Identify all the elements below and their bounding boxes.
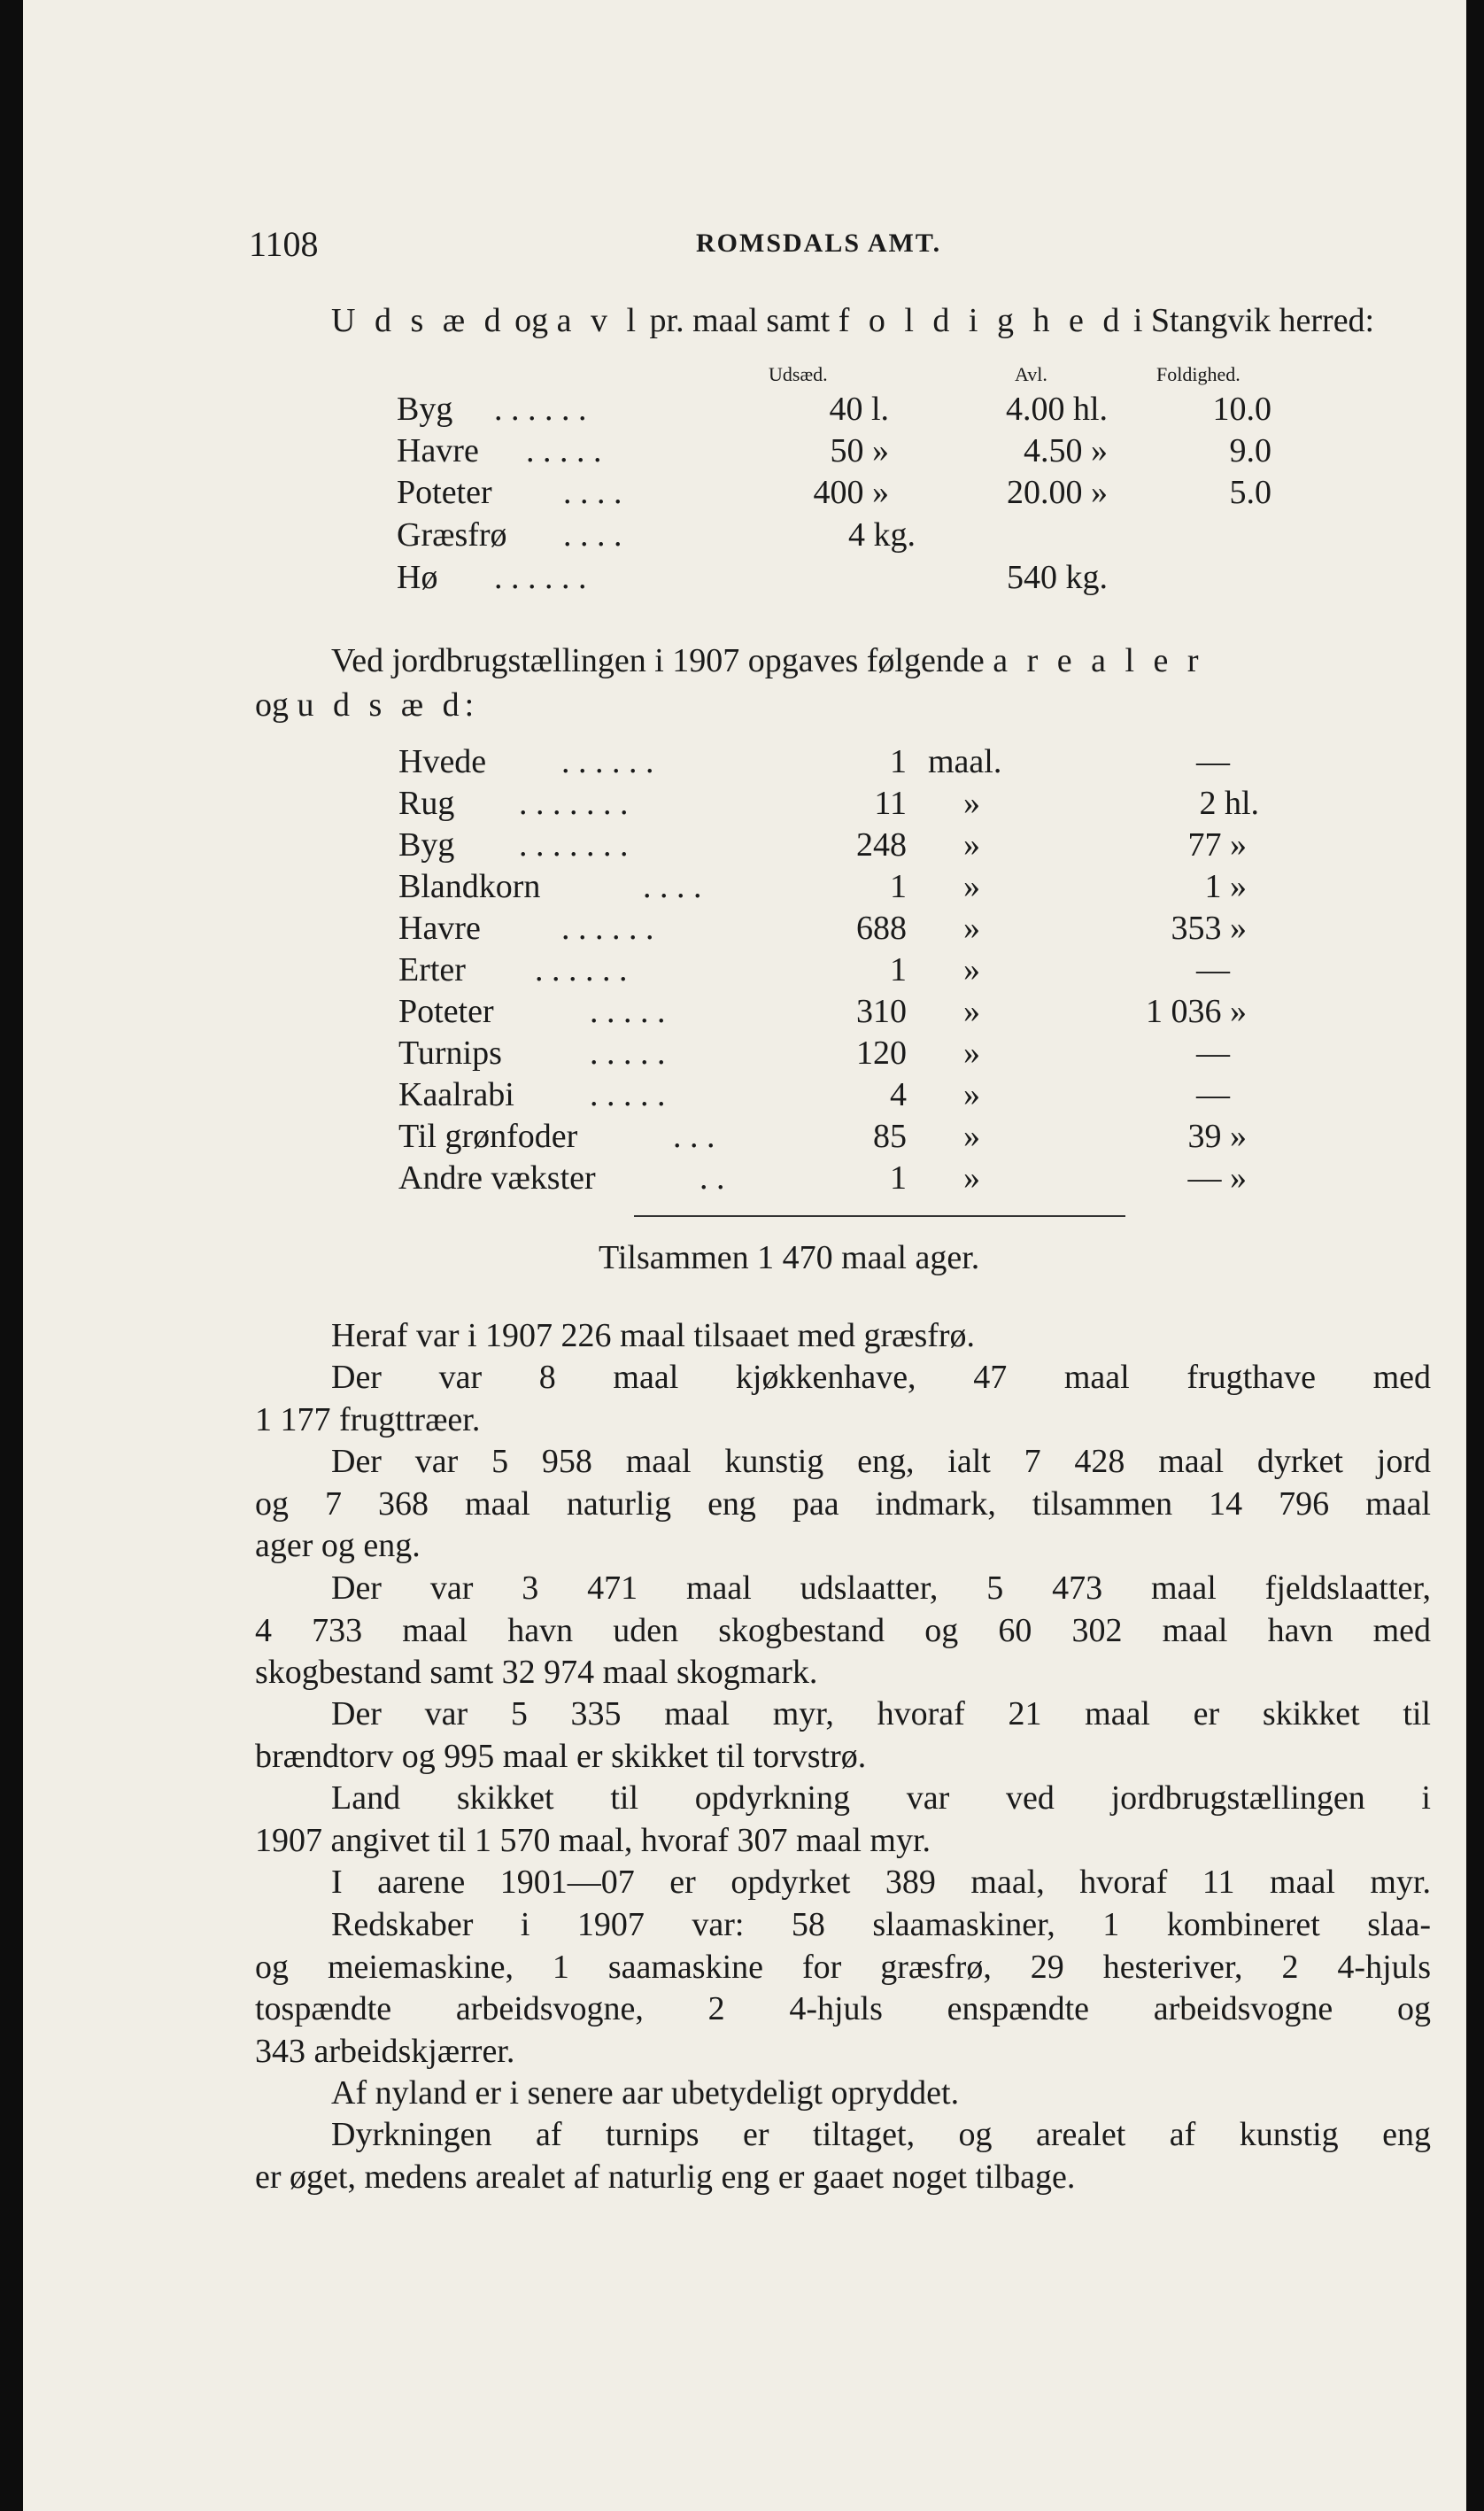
title-mid2: pr. maal samt [641,302,839,339]
seed-value: 2 hl. [1199,785,1259,822]
leader-dots: . . . . . [590,1035,666,1072]
crop-name: Poteter [398,993,494,1030]
text-line: 4 733 maal havn uden skogbestand og 60 302 maal havn med [255,1611,1431,1649]
text-line: Redskaber i 1907 var: 58 slaamaskiner, 1 kombineret slaa- [331,1906,1431,1943]
text-line: Der var 5 335 maal myr, hvoraf 21 maal er skikket til [331,1695,1431,1732]
leader-dots: . . . . . . [494,391,587,428]
seed-value: 4 kg. [848,516,916,554]
title-end: i Stangvik herred: [1125,302,1375,339]
paragraph [255,2073,1431,2115]
text-line: 1 177 frugttræer. [255,1400,481,1438]
crop-name: Kaalrabi [398,1076,514,1113]
section1-title [331,301,1374,340]
area-value: 1 [890,951,907,988]
seed-value: 1 036 » [1146,993,1247,1030]
crop-name: Poteter [397,474,492,511]
section2-intro-line2 [255,686,474,725]
text-line: og 7 368 maal naturlig eng paa indmark, tilsammen 14 796 maal [255,1484,1431,1523]
area-unit: maal. [928,743,1002,780]
total-rule [634,1215,1125,1217]
title-foldighed: f o l d i g h e d [838,302,1125,339]
leader-dots: . . . . . [526,432,602,469]
paragraph [255,1904,1431,2073]
text-line: og meiemaskine, 1 saamaskine for græsfrø, 29 hesteriver, 2 4-hjuls [255,1948,1431,1986]
text-line: Heraf var i 1907 226 maal tilsaaet med græsfrø. [331,1317,976,1354]
area-unit: » [963,1159,980,1197]
title-udsaed: U d s æ d [331,302,506,339]
text-line: brændtorv og 995 maal er skikket til torvstrø. [255,1737,867,1775]
crop-name: Hø [397,559,438,596]
area-unit: » [963,951,980,988]
paragraph [255,2114,1431,2198]
paragraph [255,1357,1431,1441]
seed-value: — [1196,1076,1230,1113]
text-line: 1907 angivet til 1 570 maal, hvoraf 307 maal myr. [255,1821,931,1859]
leader-dots: . . . . [563,474,622,511]
text-line: Der var 5 958 maal kunstig eng, ialt 7 428 maal dyrket jord [331,1443,1431,1480]
leader-dots: . . . . . . [494,559,587,596]
area-unit: » [963,1076,980,1113]
seed-value: — [1196,743,1230,780]
area-value: 688 [856,910,907,947]
text-line: Der var 3 471 maal udslaatter, 5 473 maal fjeldslaatter, [331,1569,1431,1607]
leader-dots: . . . . . . [561,743,654,780]
col-header-foldighed: Foldighed. [1156,363,1241,385]
crop-name: Til grønfoder [398,1118,578,1155]
area-value: 1 [890,743,907,780]
seed-value: — [1196,951,1230,988]
text-line: Af nyland er i senere aar ubetydeligt opryddet. [331,2074,960,2112]
crop-name: Blandkorn [398,868,541,905]
total-line: Tilsammen 1 470 maal ager. [599,1239,980,1276]
area-unit: » [963,993,980,1030]
text-line: Der var 8 maal kjøkkenhave, 47 maal frugthave med [331,1359,1431,1396]
text-line: skogbestand samt 32 974 maal skogmark. [255,1654,818,1691]
area-unit: » [963,1118,980,1155]
area-unit: » [963,910,980,947]
yield-value: 4.50 » [1024,432,1108,469]
text-line: Dyrkningen af turnips er tiltaget, og arealet af kunstig eng [331,2116,1431,2153]
paragraph [255,1778,1431,1862]
seed-value: 50 » [830,432,889,469]
text-line: ager og eng. [255,1527,421,1564]
seed-value: — » [1187,1159,1247,1197]
text-line: Land skikket til opdyrkning var ved jordbrugstællingen i [331,1779,1431,1817]
leader-dots: . . . . . . . [519,785,629,822]
fold-value: 5.0 [1229,474,1271,511]
seed-value: 400 » [813,474,889,511]
paragraph [255,1862,1431,1904]
fold-value: 10.0 [1212,391,1271,428]
crop-name: Rug [398,785,455,822]
area-value: 120 [856,1035,907,1072]
running-title: ROMSDALS AMT. [696,229,942,258]
area-value: 4 [890,1076,907,1113]
crop-name: Byg [397,391,453,428]
paragraph [255,1693,1431,1778]
leader-dots: . . . . . [590,993,666,1030]
area-value: 310 [856,993,907,1030]
leader-dots: . . . . [563,516,622,554]
col-header-udsaed: Udsæd. [769,363,828,385]
text-line: I aarene 1901—07 er opdyrket 389 maal, hvoraf 11 maal myr. [331,1864,1431,1901]
area-value: 11 [874,785,907,822]
crop-name: Hvede [398,743,487,780]
area-value: 1 [890,868,907,905]
crop-name: Havre [398,910,481,947]
page-number: 1108 [249,224,319,264]
area-unit: » [963,785,980,822]
fold-value: 9.0 [1229,432,1271,469]
text-line: 343 arbeidskjærrer. [255,2032,515,2070]
area-value: 85 [873,1118,907,1155]
area-unit: » [963,868,980,905]
seed-value: 40 l. [829,391,889,428]
leader-dots: . . . . . . [561,910,654,947]
paragraph [255,1441,1431,1568]
intro-colon: : [464,686,475,724]
seed-value: 39 » [1187,1118,1247,1155]
col-header-avl: Avl. [1015,363,1047,385]
document-page [23,0,1466,2511]
crop-name: Havre [397,432,479,469]
crop-name: Andre vækster [398,1159,596,1197]
intro-text: Ved jordbrugstællingen i 1907 opgaves følgende [331,642,993,679]
title-mid1: og [506,302,557,339]
leader-dots: . . . . . . [535,951,628,988]
text-line: er øget, medens arealet af naturlig eng er gaaet noget tilbage. [255,2158,1076,2196]
leader-dots: . . [699,1159,725,1197]
leader-dots: . . . . . [590,1076,666,1113]
leader-dots: . . . . . . . [519,826,629,864]
yield-value: 4.00 hl. [1005,391,1108,428]
leader-dots: . . . . [643,868,702,905]
area-unit: » [963,1035,980,1072]
crop-name: Byg [398,826,455,864]
yield-value: 540 kg. [1007,559,1108,596]
title-avl: a v l [556,302,642,339]
section2-intro-line1 [331,641,1204,680]
paragraph [255,1315,1431,1358]
crop-name: Erter [398,951,466,988]
area-unit: » [963,826,980,864]
yield-value: 20.00 » [1007,474,1108,511]
intro-udsaed: u d s æ d [297,686,465,724]
leader-dots: . . . [673,1118,715,1155]
area-value: 1 [890,1159,907,1197]
intro-arealer: a r e a l e r [993,642,1204,679]
text-line: tospændte arbeidsvogne, 2 4-hjuls enspændte arbeidsvogne og [255,1990,1431,2027]
area-value: 248 [856,826,907,864]
seed-value: — [1196,1035,1230,1072]
seed-value: 1 » [1204,868,1247,905]
seed-value: 77 » [1187,826,1247,864]
intro-og: og [255,686,298,724]
crop-name: Turnips [398,1035,502,1072]
seed-value: 353 » [1171,910,1247,947]
crop-name: Græsfrø [397,516,507,554]
paragraph [255,1568,1431,1694]
